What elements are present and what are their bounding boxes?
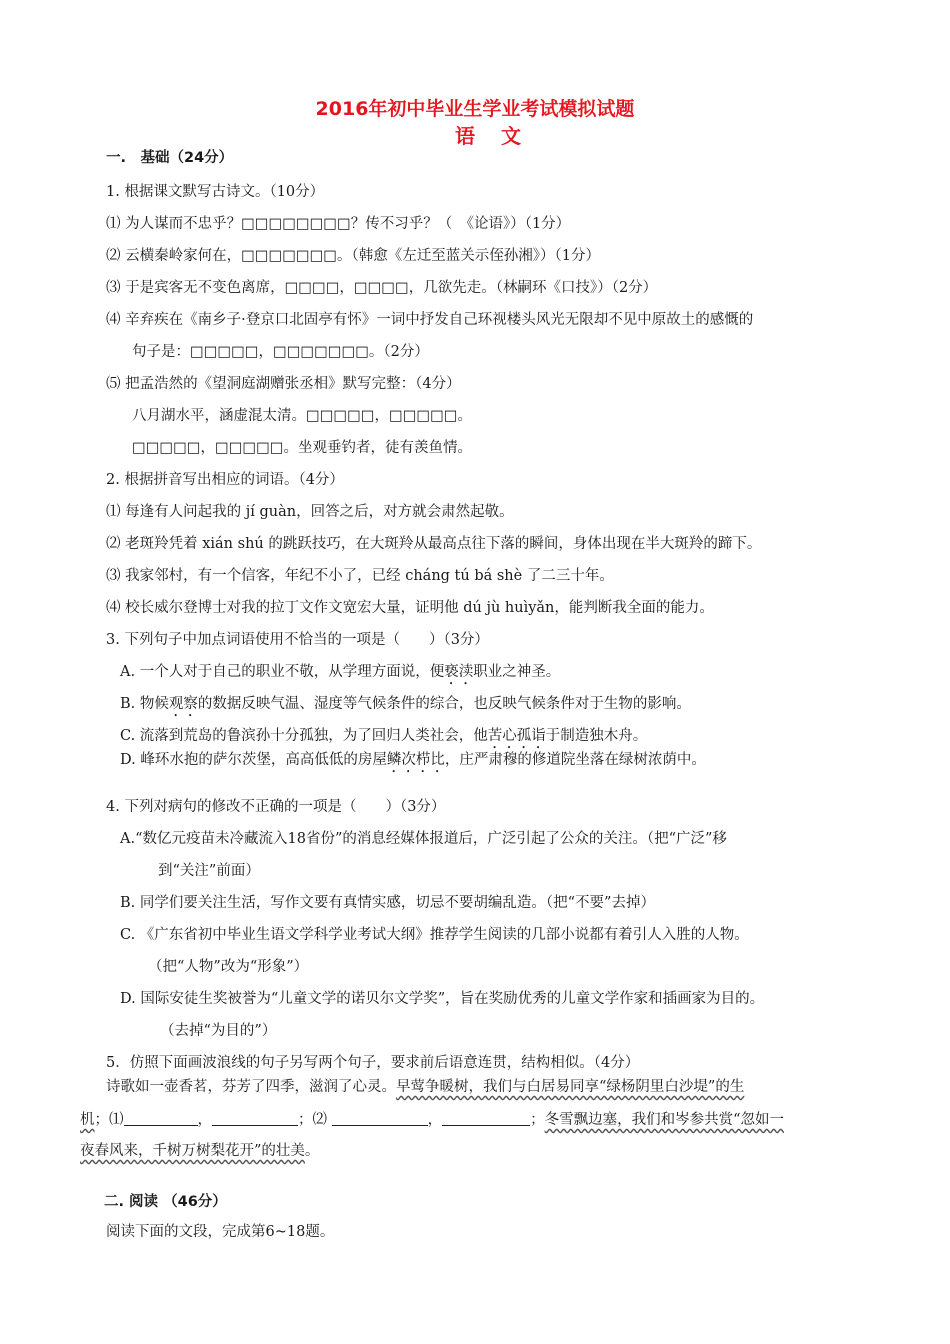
q4-option-a-line2: 到“关注”前面） [158, 863, 260, 879]
q3-option-d-dotted: 鳞次栉比 [386, 752, 445, 768]
q4-option-c-line1: C. 《广东省初中毕业生语文学科学业考试大纲》推荐学生阅读的几部小说都有着引人入胜的人物。 [120, 927, 749, 943]
exam-title: 2016年初中毕业生学业考试模拟试题 [315, 98, 635, 120]
section-2-heading: 二. 阅读 （46分） [104, 1194, 227, 1210]
q3-option-b-post: 的数据反映气温、湿度等气候条件的综合，也反映气候条件对于生物的影响。 [197, 696, 691, 712]
q5-line2-wavy-start: 机 [80, 1112, 95, 1128]
q4-option-a-line1: A.“数亿元疫苗未冷藏流入18省份”的消息经媒体报道后，广泛引起了公众的关注。（把“广泛”移 [120, 831, 727, 847]
q5-line1-plain: 诗歌如一壶香茗，芬芳了四季，滋润了心灵。 [106, 1079, 396, 1095]
q3-option-d-post: ，庄严肃穆的修道院坐落在绿树浓荫中。 [444, 752, 706, 768]
q3-option-a [120, 662, 560, 688]
q2-item-3: ⑶ 我家邻村，有一个信客，年纪不小了，已经 cháng tú bá shè 了二三十年。 [106, 568, 614, 584]
q5-answer-blank-1a[interactable] [124, 1109, 198, 1126]
q3-option-b [120, 694, 691, 720]
q5-line3-end: 。 [304, 1143, 320, 1159]
q5-passage-line1 [106, 1077, 744, 1097]
q3-option-b-pre: B. 物候 [120, 696, 169, 712]
section-2-intro: 阅读下面的文段，完成第6~18题。 [106, 1224, 335, 1240]
q5-passage-line3 [80, 1141, 319, 1161]
q4-option-d-line2: （去掉“为目的”） [160, 1023, 277, 1039]
q3-stem: 3. 下列句子中加点词语使用不恰当的一项是（ ）（3分） [106, 632, 489, 648]
q3-option-a-pre: A. 一个人对于自己的职业不敬，从学理方面说，便 [120, 664, 445, 680]
q4-option-d-line1: D. 国际安徒生奖被誉为“儿童文学的诺贝尔文学奖”，旨在奖励优秀的儿童文学作家和插画家为目的。 [120, 991, 765, 1007]
q3-option-d [120, 750, 706, 776]
q1-item-2: ⑵ 云横秦岭家何在，□□□□□□□。（韩愈《左迁至蓝关示侄孙湘》）（1分） [106, 248, 600, 264]
q5-line2-sep-3: ； [530, 1112, 545, 1128]
q5-answer-blank-2b[interactable] [442, 1109, 530, 1126]
q1-item-5-line3: □□□□□，□□□□□。坐观垂钓者，徒有羡鱼情。 [132, 440, 472, 456]
q3-option-a-dotted: 亵渎 [444, 664, 474, 680]
q1-item-4-line1: ⑷ 辛弃疾在《南乡子·登京口北固亭有怀》一词中抒发自己环视楼头风光无限却不见中原故土的感慨的 [106, 312, 754, 328]
q3-option-b-dotted: 观察 [168, 696, 198, 712]
q5-passage-line2 [80, 1109, 784, 1130]
q5-line1-wavy: 早莺争暖树，我们与白居易同享“绿杨阴里白沙堤”的生 [396, 1079, 745, 1095]
q1-stem: 1. 根据课文默写古诗文。（10分） [106, 184, 325, 200]
q3-option-c [120, 726, 647, 752]
q5-line2-sep-2: ， [427, 1112, 443, 1128]
q3-option-d-pre: D. 峰环水抱的萨尔茨堡，高高低低的房屋 [120, 752, 387, 768]
q3-option-c-post: 于制造独木舟。 [545, 728, 648, 744]
q2-stem: 2. 根据拼音写出相应的词语。（4分） [106, 472, 344, 488]
q4-option-c-line2: （把“人物”改为“形象”） [148, 959, 309, 975]
q1-item-3: ⑶ 于是宾客无不变色离席，□□□□，□□□□，几欲先走。（林嗣环《口技》）（2分） [106, 280, 658, 296]
q2-item-2: ⑵ 老斑羚凭着 xián shú 的跳跃技巧，在大斑羚从最高点往下落的瞬间，身体出现在半大斑羚的蹄下。 [106, 536, 762, 552]
exam-subject: 语文 [455, 124, 547, 148]
q1-item-5-line2: 八月湖水平，涵虚混太清。□□□□□，□□□□□。 [132, 408, 472, 424]
q5-answer-blank-2a[interactable] [332, 1109, 428, 1126]
q5-line2-label-1: ；⑴ [94, 1112, 124, 1128]
q2-item-4: ⑷ 校长威尔登博士对我的拉丁文作文宽宏大量，证明他 dú jù huìyǎn，能判断我全面的能力。 [106, 600, 714, 616]
q5-line2-wavy: 冬雪飘边塞，我们和岑参共赏“忽如一 [544, 1112, 785, 1128]
q1-item-5-line1: ⑸ 把孟浩然的《望洞庭湖赠张丞相》默写完整：（4分） [106, 376, 461, 392]
q4-option-b: B. 同学们要关注生活，写作文要有真情实感，切忌不要胡编乱造。（把“不要”去掉） [120, 895, 655, 911]
q5-line2-sep-1: ， [197, 1112, 212, 1128]
q4-stem: 4. 下列对病句的修改不正确的一项是（ ）（3分） [106, 799, 446, 815]
q5-answer-blank-1b[interactable] [212, 1109, 298, 1126]
q3-option-a-post: 职业之神圣。 [473, 664, 561, 680]
q3-option-c-dotted: 苦心孤诣 [487, 728, 546, 744]
q5-line3-wavy: 夜春风来，千树万树梨花开”的壮美 [80, 1143, 305, 1159]
q3-option-c-pre: C. 流落到荒岛的鲁滨孙十分孤独，为了回归人类社会，他 [120, 728, 488, 744]
section-1-heading: 一. 基础（24分） [106, 150, 234, 166]
q2-item-1: ⑴ 每逢有人问起我的 jí guàn，回答之后，对方就会肃然起敬。 [106, 504, 514, 520]
q1-item-1: ⑴ 为人谋而不忠乎？□□□□□□□□？传不习乎？（ 《论语》）（1分） [106, 216, 571, 232]
q1-item-4-line2: 句子是：□□□□□，□□□□□□□。（2分） [132, 344, 429, 360]
q5-stem: 5．仿照下面画波浪线的句子另写两个句子，要求前后语意连贯，结构相似。（4分） [106, 1055, 640, 1071]
q5-line2-label-2: ；⑵ [298, 1112, 332, 1128]
